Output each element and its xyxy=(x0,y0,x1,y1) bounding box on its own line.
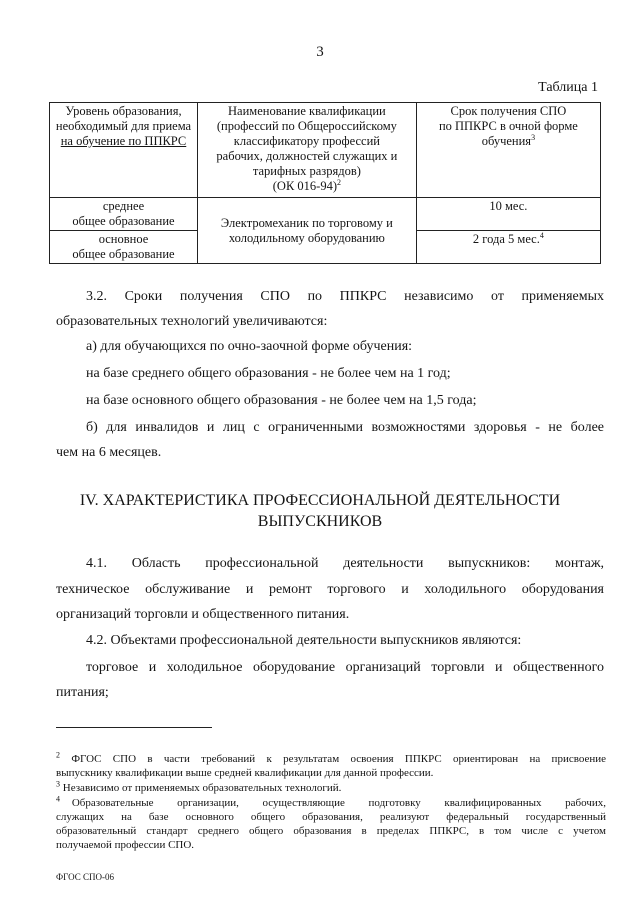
section-3-2-item-a1: на базе среднего общего образования - не более чем на 1 год; xyxy=(86,366,451,381)
section-4-2-line-3: питания; xyxy=(56,685,109,700)
footnote-ref-4: 4 xyxy=(539,230,544,240)
footnote-separator xyxy=(56,727,212,728)
footnote-2: $^2$ ФГОС СПО в части требований к результатам освоения ППКРС ориентирован на присвоение выпускнику квалификации выше средней квалификации для данной профессии. xyxy=(56,750,606,779)
section-3-2-line-2: образовательных технологий увеличиваются: xyxy=(56,314,328,329)
section-4-2-line-2: торговое и холодильное оборудование организаций торговли и общественного xyxy=(86,660,604,675)
section-3-2-item-b-cont: чем на 6 месяцев. xyxy=(56,445,162,460)
section-heading: IV. ХАРАКТЕРИСТИКА ПРОФЕССИОНАЛЬНОЙ ДЕЯТЕЛЬНОСТИ ВЫПУСКНИКОВ xyxy=(79,492,561,530)
section-4-1-line-1: 4.1. Область профессиональной деятельности выпускников: монтаж, xyxy=(86,556,604,571)
table-row xyxy=(50,198,601,231)
row-education-level: основное общее образование xyxy=(50,231,198,264)
qualification-table xyxy=(49,102,601,264)
table-label: Таблица 1 xyxy=(538,80,598,95)
header-qualification-name: Наименование квалификации (профессий по Общероссийскому классификатору профессий рабочих, должностей служащих и тарифных разрядов) (ОК 016-94)$^2$ xyxy=(197,103,416,198)
header-education-level: Уровень образования, необходимый для приема на обучение по ППКРС xyxy=(50,103,198,198)
footnote-ref-3: 3 xyxy=(531,132,536,142)
page-number: 3 xyxy=(316,44,324,60)
row-education-level: среднее общее образование xyxy=(50,198,198,231)
section-3-2-item-a: а) для обучающихся по очно-заочной форме обучения: xyxy=(86,339,413,354)
qualification-cell: Электромеханик по торговому и холодильному оборудованию xyxy=(197,198,416,264)
table-header-row xyxy=(50,103,601,198)
document-footer: ФГОС СПО-06 xyxy=(56,872,114,882)
row-study-term: 2 года 5 мес.$^4$ xyxy=(416,231,600,264)
section-3-2-line-1: 3.2. Сроки получения СПО по ППКРС независимо от применяемых xyxy=(86,289,604,304)
footnote-ref-2: 2 xyxy=(337,177,341,187)
section-4-1-line-2: техническое обслуживание и ремонт торгового и холодильного оборудования xyxy=(56,582,604,597)
row-study-term: 10 мес. xyxy=(416,198,600,231)
section-3-2-item-b: б) для инвалидов и лиц с ограниченными возможностями здоровья - не более xyxy=(86,420,604,435)
section-3-2-item-a2: на базе основного общего образования - не более чем на 1,5 года; xyxy=(86,393,477,408)
section-4-1-line-3: организаций торговли и общественного питания. xyxy=(56,607,350,622)
header-study-term: Срок получения СПО по ППКРС в очной форме обучения$^3$ xyxy=(416,103,600,198)
section-4-2-line-1: 4.2. Объектами профессиональной деятельности выпускников являются: xyxy=(86,633,522,648)
footnote-3: $^3$ Независимо от применяемых образовательных технологий. xyxy=(56,779,342,794)
footnote-4: $^4$ Образовательные организации, осуществляющие подготовку квалифицированных рабочих, служащих на базе основного общего образования, реализуют федеральный государственный образовательный стандарт среднего общего образования в пределах ППКРС, в том числе с учетом получаемой профессии СПО. xyxy=(56,794,606,851)
